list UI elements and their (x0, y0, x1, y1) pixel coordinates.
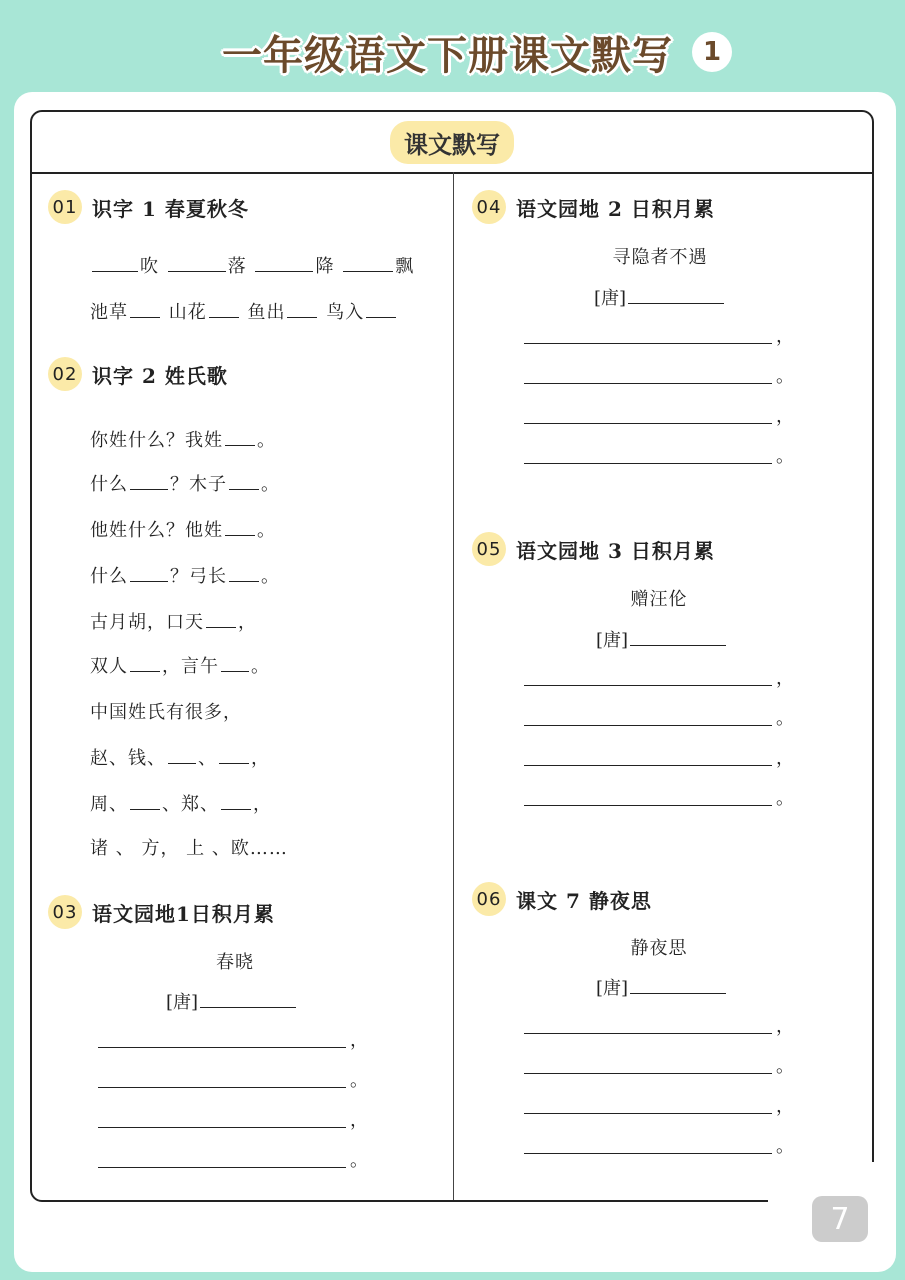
poem-title: 静夜思 (630, 938, 688, 959)
poem-author: [唐] (594, 284, 726, 310)
pair-word: 鱼出 (247, 302, 286, 323)
section-05-heading (472, 532, 715, 566)
poem-title: 春晓 (216, 952, 254, 973)
pair-word: 鸟入 (326, 302, 365, 323)
surname-line: 中国姓氏有很多， (90, 702, 242, 723)
section-title: 课文 7 静夜思 (516, 888, 652, 913)
section-number: 06 (472, 882, 506, 916)
page-number: 7 (812, 1196, 868, 1242)
surname-line: 你姓什么？我姓 。 (90, 430, 276, 451)
surname-line: 古月胡，口天 ， (90, 612, 257, 633)
pair-word: 池草 (90, 302, 128, 323)
section-number: 02 (48, 357, 82, 391)
section-number: 04 (472, 190, 506, 224)
lesson-badge: 1 (692, 32, 732, 72)
section-title: 语文园地1日积月累 (92, 901, 275, 926)
word: 飘 (395, 256, 415, 277)
word: 落 (227, 256, 247, 277)
surname-line: 诸 、 方， 上 、欧…… (90, 838, 288, 859)
section-title: 识字 2 姓氏歌 (92, 363, 228, 388)
poem-author: [唐] (596, 626, 728, 652)
word: 降 (315, 256, 335, 277)
section-01-heading (48, 190, 249, 224)
surname-line: 什么 ？弓长 。 (90, 566, 280, 587)
section-04-heading (472, 190, 715, 224)
section-06-heading (472, 882, 652, 916)
section-03-heading (48, 895, 275, 929)
page-title: 一年级语文下册课文默写 (222, 33, 673, 79)
poem-author: [唐] (596, 974, 728, 1000)
surname-line: 赵、钱、 、 ， (90, 748, 270, 769)
poem-author: [唐] (166, 988, 298, 1014)
pair-word: 山花 (168, 302, 207, 323)
surname-line: 双人 ，言午 。 (90, 656, 270, 677)
section-number: 05 (472, 532, 506, 566)
season-words-line (90, 252, 414, 278)
surname-line: 他姓什么？他姓 。 (90, 520, 276, 541)
frame-title: 课文默写 (390, 121, 514, 164)
surname-line: 什么 ？木子 。 (90, 474, 280, 495)
surname-line: 周、 、郑、 ， (90, 794, 272, 815)
section-title: 语文园地 3 日积月累 (516, 538, 715, 563)
section-02-heading (48, 357, 228, 391)
section-number: 03 (48, 895, 82, 929)
poem-title: 寻隐者不遇 (612, 247, 708, 268)
season-pairs-line (90, 298, 398, 324)
frame-header (32, 112, 872, 174)
poem-title: 赠汪伦 (630, 589, 688, 610)
column-divider (453, 172, 454, 1200)
word: 吹 (140, 256, 159, 277)
section-title: 语文园地 2 日积月累 (516, 196, 715, 221)
section-title: 识字 1 春夏秋冬 (92, 196, 249, 221)
section-number: 01 (48, 190, 82, 224)
